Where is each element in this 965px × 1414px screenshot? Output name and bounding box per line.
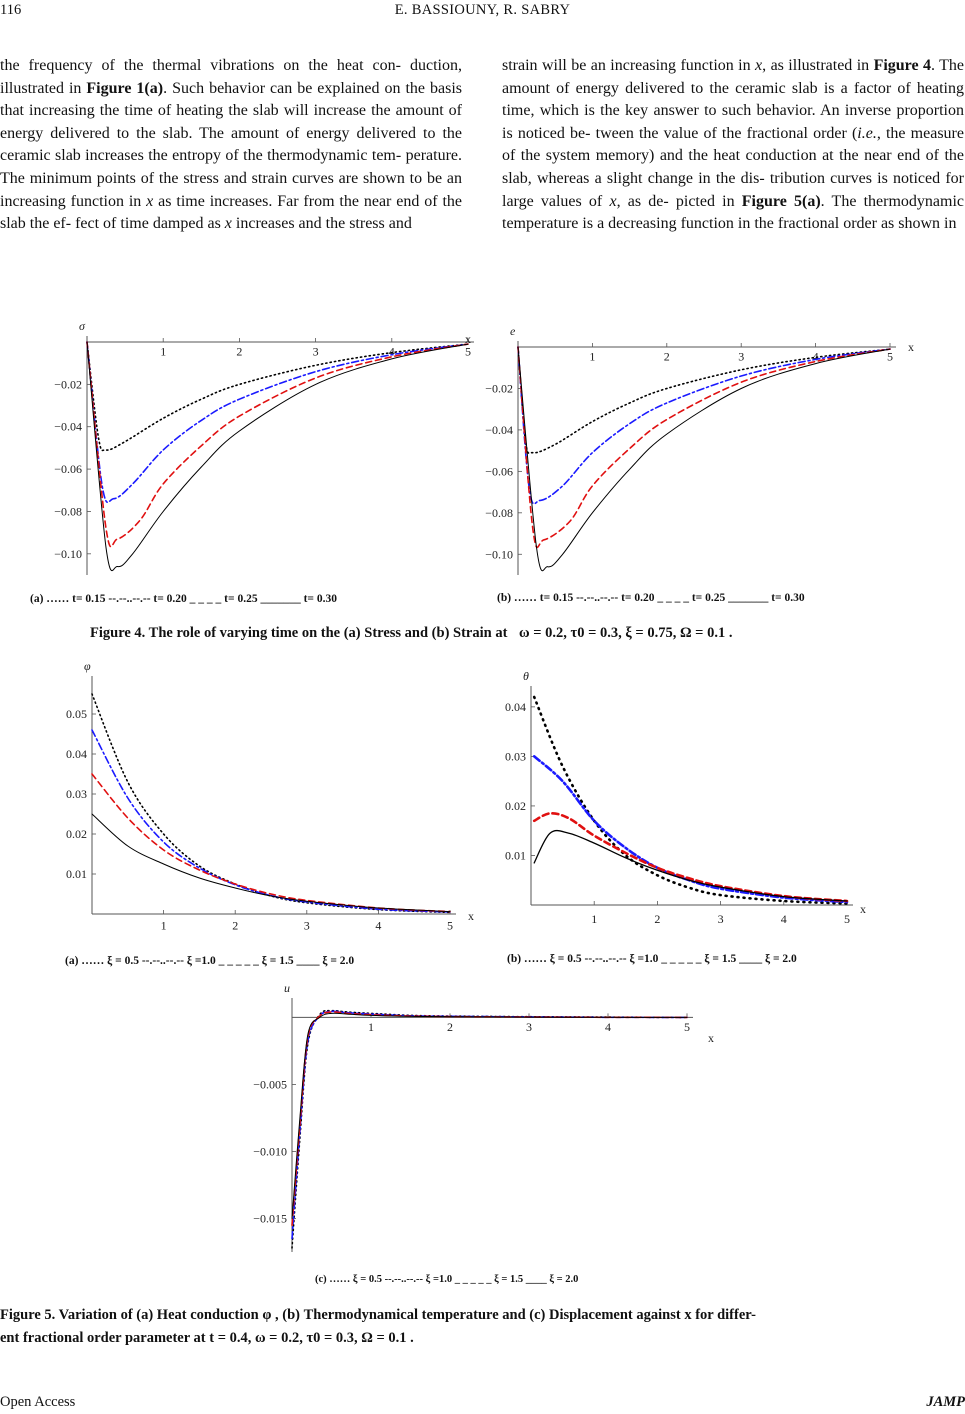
- y-axis-label: θ: [523, 669, 529, 683]
- y-axis-label: φ: [84, 659, 91, 673]
- x-tick-label: 4: [388, 344, 395, 359]
- y-axis-label: σ: [79, 319, 85, 333]
- y-tick-label: −0.08: [54, 504, 82, 519]
- y-axis-label: u: [284, 981, 290, 995]
- x-tick-label: 5: [447, 918, 453, 933]
- x-tick-label: 5: [684, 1019, 690, 1034]
- chart-fig5b: [490, 669, 910, 942]
- y-tick-label: 0.05: [66, 707, 87, 721]
- y-tick-label: −0.06: [485, 464, 513, 479]
- y-tick-label: −0.005: [253, 1077, 287, 1092]
- series-line: [87, 342, 468, 571]
- series-line: [87, 342, 468, 502]
- text-span: . The thermodynamic temperature is a decreasing function in the fractional order as shown in: [502, 192, 965, 233]
- series-line: [292, 1013, 687, 1218]
- series-line: [518, 347, 890, 453]
- figure-4a-legend: (a) …… t= 0.15 --.--..--.-- t= 0.20 _ _ _ _ t= 0.25 _______ t= 0.30: [30, 593, 337, 605]
- figure-4-caption-text: Figure 4. The role of varying time on the (a) Stress and (b) Strain at: [90, 625, 508, 641]
- figure-4b: [485, 310, 930, 585]
- chart-fig5c: [252, 981, 714, 1260]
- chart-fig4b: [485, 310, 930, 585]
- x-axis-label: x: [908, 340, 914, 354]
- x-tick-label: 3: [312, 344, 319, 359]
- y-tick-label: 0.02: [505, 798, 526, 813]
- y-tick-label: 0.01: [66, 867, 87, 881]
- text-span: . Such behavior can be explained on the basis that increasing the time of heating the slab will increase the amount of energy delivered to the slab. The amount of energy delivered to the ceramic slab increases the entropy of the thermodynamic tem- perature. The minimum points of the stress and strain curves are shown to be an increasing function in: [0, 79, 463, 210]
- chart-fig5a: [62, 659, 482, 942]
- series-line: [92, 814, 450, 912]
- series-line: [534, 697, 847, 904]
- text-span: duction, illustrated in: [0, 57, 462, 97]
- series-line: [292, 1011, 687, 1238]
- y-tick-label: −0.08: [485, 505, 513, 520]
- figure-5c-legend: (c) …… ξ = 0.5 --.--..--.-- ξ =1.0 _ _ _ _ _ ξ = 1.5 ____ ξ = 2.0: [315, 1274, 579, 1285]
- x-tick-label: 3: [526, 1019, 532, 1034]
- chart-fig4a: [25, 310, 475, 585]
- running-header-authors: E. BASSIOUNY, R. SABRY: [394, 2, 571, 18]
- series-line: [292, 1012, 687, 1225]
- series-line: [92, 694, 450, 912]
- x-tick-label: 5: [844, 912, 850, 926]
- x-axis-label: x: [860, 902, 866, 916]
- y-tick-label: −0.015: [253, 1211, 287, 1226]
- y-tick-label: 0.03: [66, 787, 87, 801]
- figure-5-caption-line2: ent fractional order parameter at t = 0.4, ω = 0.2, τ0 = 0.3, Ω = 0.1 .: [0, 1330, 414, 1346]
- x-tick-label: 1: [591, 912, 598, 926]
- x-axis-label: x: [468, 909, 474, 923]
- text-span: as time increases. Far from the near end of the slab the ef- fect of time damped as: [0, 192, 462, 233]
- x-tick-label: 2: [663, 349, 670, 364]
- y-tick-label: 0.04: [66, 747, 87, 761]
- figure-5a-legend: (a) …… ξ = 0.5 --.--..--.-- ξ =1.0 _ _ _ _ _ ξ = 1.5 ____ ξ = 2.0: [65, 955, 355, 967]
- series-line: [92, 730, 450, 912]
- footer-open-access: Open Access: [0, 1394, 76, 1410]
- x-axis-label: x: [465, 332, 471, 346]
- x-tick-label: 2: [232, 918, 239, 933]
- x-tick-label: 2: [236, 344, 243, 359]
- math-variable: x: [224, 215, 232, 233]
- page-number: 116: [0, 2, 22, 18]
- y-tick-label: −0.04: [485, 422, 513, 437]
- left-text-column: [0, 55, 462, 236]
- figure-4-caption-params: ω = 0.2, τ0 = 0.3, ξ = 0.75, Ω = 0.1 .: [519, 625, 733, 641]
- x-tick-label: 1: [160, 344, 167, 359]
- figure-reference: Figure 1(a): [86, 79, 164, 97]
- y-tick-label: 0.02: [66, 827, 87, 841]
- math-variable: x: [609, 192, 617, 210]
- y-tick-label: −0.010: [253, 1144, 287, 1159]
- y-tick-label: 0.04: [505, 699, 526, 714]
- text-span: , as illustrated in: [762, 57, 874, 74]
- text-span: strain will be an increasing function in: [502, 57, 756, 74]
- math-variable: x: [755, 57, 763, 74]
- text-span: , the measure of the system memory) and the heat conduction at the near end of the slab, whereas a slight change in the dis- tribution curves is noticed for large values of: [502, 124, 964, 210]
- y-tick-label: −0.10: [54, 546, 82, 561]
- y-tick-label: −0.04: [54, 419, 82, 434]
- x-tick-label: 5: [887, 349, 893, 364]
- series-line: [534, 831, 847, 901]
- series-line: [292, 1011, 687, 1248]
- x-tick-label: 3: [303, 918, 310, 933]
- series-line: [92, 774, 450, 912]
- figure-5-caption-line1: Figure 5. Variation of (a) Heat conduction φ , (b) Thermodynamical temperature and (c) Displacement against x for differ-: [0, 1307, 756, 1323]
- footer-journal: JAMP: [926, 1394, 965, 1410]
- figure-5b: [490, 669, 910, 942]
- y-axis-label: e: [510, 324, 516, 338]
- y-tick-label: −0.10: [485, 547, 513, 562]
- x-tick-label: 4: [812, 349, 819, 364]
- x-axis-label: x: [708, 1031, 714, 1045]
- x-tick-label: 1: [368, 1019, 374, 1034]
- x-tick-label: 4: [375, 918, 382, 933]
- series-line: [87, 342, 468, 547]
- x-tick-label: 5: [465, 344, 471, 359]
- text-span: . The amount of energy delivered to the ceramic slab is a factor of heating time, which is the key answer to such behavior. An inverse proportion is noticed be- tween the value of the fractional order (: [502, 57, 965, 142]
- x-tick-label: 3: [738, 349, 745, 364]
- x-tick-label: 4: [780, 912, 787, 926]
- text-span: the frequency of the thermal vibrations on the heat con-: [0, 57, 401, 74]
- y-tick-label: 0.03: [505, 749, 526, 764]
- x-tick-label: 3: [717, 912, 724, 926]
- figure-5a: [62, 659, 482, 942]
- figure-4-caption: [90, 625, 732, 642]
- figure-reference: Figure 4: [873, 57, 932, 74]
- y-tick-label: −0.06: [54, 462, 82, 477]
- x-tick-label: 2: [447, 1019, 453, 1034]
- x-tick-label: 1: [160, 918, 167, 933]
- series-line: [518, 347, 890, 547]
- figure-4a: [25, 310, 475, 585]
- figure-reference: Figure 5(a): [741, 192, 821, 210]
- math-variable: x: [146, 192, 154, 210]
- series-line: [518, 347, 890, 504]
- figure-5b-legend: (b) …… ξ = 0.5 --.--..--.-- ξ =1.0 _ _ _ _ _ ξ = 1.5 ____ ξ = 2.0: [507, 953, 797, 965]
- figure-5c: [252, 981, 714, 1260]
- text-span: increases and the stress and: [231, 215, 412, 233]
- figure-4b-legend: (b) …… t= 0.15 --.--..--.-- t= 0.20 _ _ _ _ t= 0.25 _______ t= 0.30: [497, 592, 805, 604]
- latin-abbrev: i.e.: [857, 124, 877, 142]
- y-tick-label: 0.01: [505, 848, 526, 863]
- right-text-column: [502, 55, 964, 236]
- series-line: [518, 347, 890, 571]
- text-span: , as de- picted in: [616, 192, 742, 210]
- x-tick-label: 2: [654, 912, 661, 926]
- x-tick-label: 1: [589, 349, 596, 364]
- running-header: [0, 0, 965, 22]
- x-tick-label: 4: [605, 1019, 611, 1034]
- y-tick-label: −0.02: [54, 377, 82, 392]
- y-tick-label: −0.02: [485, 381, 513, 396]
